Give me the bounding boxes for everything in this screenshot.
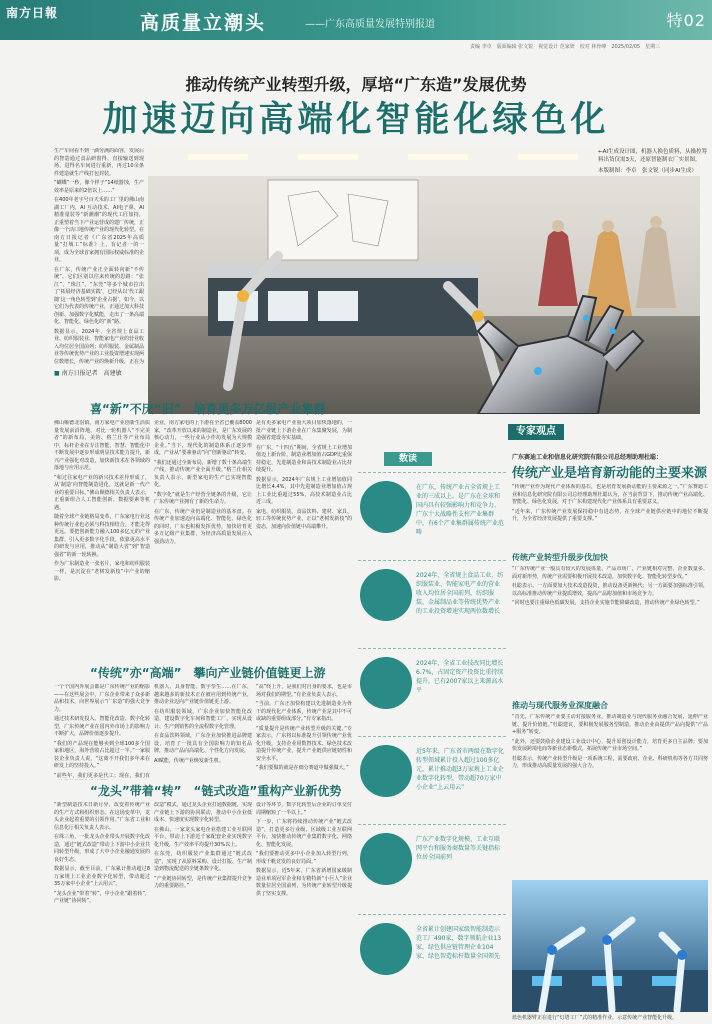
data-item-text: 广东产业数字化规模、工业互联网平台和服务商数量等关键指标位居全国前列	[416, 836, 501, 861]
body-paragraph: “我们要推动更多中小企业加入转型行列，形成千帆竞发的良好局面。”	[256, 851, 352, 865]
factory-robot-illustration	[148, 146, 700, 414]
expert-title: 传统产业是培育新动能的主要来源	[512, 466, 708, 481]
section-column	[54, 420, 150, 660]
section-subhead: 喜“新”不厌“旧” 培育更多万亿级产业集群	[90, 402, 326, 416]
body-paragraph: 在广东，“十四五”期间，全省规上工业增加值迈上新台阶，制造业增加值占GDP比重保持稳定，先进制造业和高技术制造业占比持续提升。	[256, 444, 352, 473]
body-paragraph: “龙头企业”带着“转”，中小企业“跟着转”，产业链“协同转”。	[54, 890, 150, 904]
yuan-coin-icon	[360, 745, 412, 797]
body-paragraph: “传统产业作为现代产业体系的基石，也是培育发展新动能的主要来源之一。”广东赛迪工业和信息化研究院有限公司总经理助理杜聪认为，在当前背景下，推动传统产业高端化、智能化、绿色化发展，对于广东构建现代化产业体系具有重要意义。	[512, 484, 708, 505]
hero-credit: 本版制图：李卓 张文锐（同步AI生成）	[598, 168, 697, 174]
robot-arms-photo	[512, 880, 708, 1012]
data-item-text: 2024年，全省工业技改同比增长6.7%，占固定资产投资比重持续提升，已有2007家以上来源高水平	[416, 660, 504, 694]
body-paragraph: “当前，广东正加快构建以先进制造业为骨干的现代化产业体系，传统产业是其中不可或缺的重要组成部分。”有专家指出。	[256, 701, 352, 722]
hero-caption	[598, 148, 708, 175]
intro-paragraph: “蝴蝶”一秒，像个样子“14纸器蚀，生产效率是原来的2倍以上……”	[54, 180, 144, 194]
data-item	[358, 914, 506, 1012]
section-column	[256, 684, 352, 780]
data-item-text: 在广东，传统产业占全省规上工业的三成以上。是广东在全球和国内具有较强影响力和竞争力，广东十大战略性支柱产业集群中，有6个产业集群属传统产业范畴	[416, 484, 504, 536]
body-paragraph: 在佛山，一家龙头家电企业搭建工业互联网平台，带动上下游近千家配套企业实现数字化升级，生产效率平均提升30%以上。	[154, 826, 252, 848]
intro-column	[54, 148, 144, 364]
body-paragraph: “此外，还要鼓励企业建设工业设计中心，提升原创设计能力，培育更多自主品牌；要加快发展跨境电商等新业态新模式，拓展传统产业市场空间。”	[512, 738, 708, 752]
data-item	[358, 472, 506, 554]
factory-chart-icon	[360, 657, 412, 709]
body-paragraph: 杜聪表示，一方面要加大技术改造投资，推动设备更新换代；另一方面要加强标准引领，以高标准推动传统产业提质增效，提高产品附加值和市场竞争力。	[512, 583, 708, 597]
body-paragraph: 数据显示，截至目前，广东累计推动超过8万家规上工业企业数字化转型，带动超过35万家中小企业“上云用云”。	[54, 866, 150, 887]
body-paragraph: “新型制造技术日新月异，改变着传统产业的生产方式和组织形态。在这场变革中，龙头企业起着重要的引领作用。”广东省工业和信息化厅相关负责人表示。	[54, 802, 150, 831]
city-buildings-icon	[360, 481, 412, 533]
data-panel-tag: 数读	[384, 452, 432, 466]
body-paragraph: 在食品饮料领域，广东企业加快推进品牌建设，培育了一批具有全国影响力的知名品牌，推动产品向高端化、个性化方向发展。	[154, 733, 252, 754]
hero-caption-text: ←AI生成设计图，机器人换色质料，从操控筹料出货仅需3天，还原智能制衣厂实景图。	[598, 149, 707, 163]
data-item	[358, 648, 506, 730]
expert-column	[512, 566, 708, 696]
body-paragraph: “我们的产品现在能够卖到全球100多个国家和地区，海外营收占比超过一半。”一家服装企业负责人说，“这离不开我们多年来在研发上的坚持投入。”	[54, 740, 150, 769]
expert-column	[512, 714, 708, 874]
body-paragraph: 改造”模式，通过龙头企业打通数据链，实现产业链上下游的协同联动，推动中小企业低成本、快速度实现数字化转型。	[154, 802, 252, 823]
body-paragraph: 在珠三角，一批龙头企业带头开展数字化改造，通过“链式改造”带动上下游中小企业共同转型升级，形成了大中小企业融通发展的良好生态。	[54, 834, 150, 863]
body-paragraph: 在纺织服装领域，广东企业加快智能化改造，建设数字化车间和智能工厂，实现从设计、生产到销售的全流程数字化管理。	[154, 708, 252, 730]
section-subtitle: ——广东高质量发展特别报道	[305, 19, 435, 30]
section-subhead: “传统”亦“高端” 攀向产业链价值链更上游	[90, 666, 326, 680]
expert-tag: 专家观点	[508, 424, 564, 440]
expert-subhead: 推动与现代服务业深度融合	[512, 701, 608, 710]
body-paragraph: 随着全球产业链格局变革，广东家电行业这种传统行业也必须与科技相结合，才能走得更远。要把创新能力融入100多亿元的产业集群，引入更多数字化手段。依靠更高水平的研发与应用，推动从“制造大省”到“智造强省”的新一轮转换。	[54, 514, 150, 558]
gear-factory-icon	[360, 923, 412, 975]
body-paragraph: AI赋能，传统产业焕发新生机。	[154, 757, 224, 764]
mannequin-dresses	[538, 216, 676, 316]
section-column	[154, 684, 252, 780]
body-paragraph: “高”终上升，是我们对自身的要求，也是市场对我们的期望。”有企业负责人表示。	[256, 684, 352, 698]
section-column	[256, 420, 352, 660]
section-column	[256, 802, 352, 1018]
body-paragraph: 企业，南方家电的上下游在全省已覆盖8000家，“改革开放以来的制造业，是广东发展的核心动力，一些行业从小作坊发展为大规模企业。”当下，现代化的制造体系正逐步形成，产业从“要素驱动”向“创新驱动”转变。	[154, 420, 252, 456]
body-paragraph: 机器人、具身智能、数字孪生……在广东，越来越多的新技术正在被应用到传统产业，推动企业迈向产业链价值链更上游。	[154, 684, 252, 705]
section-title: 高质量立潮头	[140, 12, 267, 34]
body-paragraph: “我们要做的就是在细分赛道中做强做大。”	[256, 765, 349, 771]
body-paragraph: 杜聪表示，传统产业转型升级是一项系统工程，需要政府、企业、科研机构等各方共同努力，形成推动高质量发展的强大合力。	[512, 755, 708, 769]
section-column	[154, 802, 252, 1018]
bottom-caption: 蓝色机器臂正在进行“灯塔工厂”式的精准作业，示意传统产业智能化升级。	[512, 1015, 678, 1021]
body-paragraph: “质量提升是传统产业转型升级的关键。”专家表示，广东将以标准提升引领传统产业优化升级，支持企业用数智技术、绿色技术改造提升传统产业，提升产业链供应链韧性和安全水平。	[256, 725, 352, 762]
body-paragraph: “首先，广东传统产业要主动对接服务业，推动制造业与现代服务业融合发展，延伸产业链、提升价值链。”杜聪建议，要积极发展服务型制造，推动企业由提供产品向提供“产品+服务”转变。	[512, 714, 708, 735]
body-paragraph: 家电、纺织服装、食品饮料、建材、家具、轻工等传统优势产业，正以“老树发新枝”的姿态，加速向价值链中高端攀升。	[256, 508, 352, 530]
body-paragraph: 作为广东制造业一张名片，家电和纺织服装一样，是沉淀在“老树发新枝”中产业的缩影。	[54, 561, 150, 582]
body-paragraph: “数字化”就是生产经营全链条的升级，它让广东传统产业拥有了新的生命力。	[154, 491, 252, 505]
section-column	[54, 684, 150, 780]
data-item	[358, 824, 506, 912]
shirt-icon	[360, 569, 412, 621]
section-column	[154, 420, 252, 660]
section-column	[54, 802, 150, 1018]
data-item-text: 全省累计创建国家级智能制造示范工厂490家，数字领航企业13家，绿色供应链管理企业104家、绿色智造标杆数量全国领先	[416, 926, 502, 960]
intro-byline: ■ 南方日报记者 高建敏	[54, 368, 122, 377]
section-subhead: “龙头”带着“转” “链式改造”重构产业新优势	[90, 784, 342, 798]
intro-paragraph: 数据显示，2024年，全省规上食品工业、纺织服装业、智能家电产业的营业收入均位居全国前列；纺织服装、金属制品业等传统优势产业的工业投资增速实现两位数增长，传统产业的焕新升级，正在为	[54, 328, 144, 364]
headline-kicker: 推动传统产业转型升级，厚培“广东造”发展优势	[185, 75, 527, 94]
data-item	[358, 736, 506, 818]
intro-paragraph: 生产车间看不到一滴劳满的面容，发展后的智造通过食品研窗得，直接输送到现场，进得名车间进行重新，再过10余条件建造就生产线打包封装。	[54, 148, 144, 177]
body-paragraph: “近年来，广东传统产业发展保持稳中有进态势，在全球产业链供应链中的地位不断提升，为全省经济发展提供了重要支撑。”	[512, 508, 708, 522]
intro-paragraph: 在广东，传统产业正全面转向新“不传统”。它们区别以往来传统的思路：“张江”、“珠江”、“东莞”等多个城市拉出了‘拓展经济基础实践’，已经从以‘代工跟随’这一角色转型到‘企业占据’，如今，以它们为代表的传统产业，正通过加大科技创新、加强数字化赋能，走出了一条高端化、智能化、绿色化的“新”路。	[54, 266, 144, 325]
body-paragraph: 数据显示，2024年广东规上工业增加值同比增长4.4%，其中先进制造业增加值占规上工业比重超过55%，高技术制造业占比近三成。	[256, 476, 352, 505]
body-paragraph: 设计等环节，数字化转型后企业的订单交付周期缩短了一半以上。”	[256, 802, 352, 816]
expert-column	[512, 484, 708, 544]
editor-credits: 责编 李卓 版面编辑 张文锐 视觉设计 范家妍 校对 林骨峰 2025/02/05 星期三	[470, 44, 661, 50]
body-paragraph: 在东莞，纺织服装产业集群通过“链式改造”，实现了从原料采购、设计打版、生产制造到物流配送的全链条数字化。	[154, 851, 252, 872]
page-number: 特02	[666, 11, 706, 30]
body-paragraph: 佛山顺德北滘镇，南方家电产业创新生活质量发展前沿阵地。对比一轮机器人“不完美者”的新布局，美的、格兰仕等产业布局中，标杆企业在专注智能、智慧、智能化中不断发展中逐步形成明显技术能力提升，新兴产业强化对改造，加快新技术在各领域的落地与应用示范。	[54, 420, 150, 471]
main-headline: 加速迈向高端化智能化绿色化	[102, 99, 610, 140]
data-item-text: 2024年，全省规上食品工业、纺织服装业、智能家电产业的营业收入均位居全国前列，纺织服装、金属制品业等传统优势产业的工业投资增速实现两位数增长	[416, 572, 504, 615]
body-paragraph: “我们还通过全新布局，新增了数十条高端生产线，推动传统产业全面升级。”格兰仕相关负责人表示，新型家电的生产已实现智能化。	[154, 459, 252, 488]
body-paragraph: 数据显示，近5年来，广东省新增国家级制造业单项冠军企业和专精特新“小巨人”企业数量位居全国前列，为传统产业转型升级提供了坚实支撑。	[256, 868, 352, 897]
network-icon	[360, 833, 412, 885]
body-paragraph: 下一步，广东将持续推动传统产业“链式改造”，打造更多行业级、区域级工业互联网平台，加快推动传统产业集群数字化、网络化、智能化发展。	[256, 819, 352, 848]
body-paragraph: 一个个国内外展会都是广东传统产业的缩影——在这些展会中，广东企业带来了众多新品和技术，向世界展示“广东造”的强大竞争力。	[54, 684, 150, 713]
intro-paragraph: 在400年老字号百天禾的工厂里的佛山南湖工厂内，AI 互动技术、AI电子鼻、AI精准量装等“新潮潮”的现代工匠加持，正重塑着当下产业运营成的建厂传统，正像一个活口地传统产业的现代化转型。在南方日报记者《广东省2025年高质量“打城工”标准》上，有记者一的一项，成为全球首家拥有国际权威标准的企业。	[54, 197, 144, 263]
body-paragraph: “和过往家电产业的新兴技术差异形成了，从‘制造’向智能制造进化，这就是新一代产业的重要目标。”佛山顺德相关负责人表示，正重新组合人工智能创新、数据要素等机遇。	[54, 474, 150, 511]
body-paragraph: 通过技术研发投入、智能化改造、数字化转型，广东传统产业在国内外市场上的影响力不断扩大，品牌价值逐步提升。	[54, 716, 150, 737]
expert-subhead: 传统产业转型升级步伐加快	[512, 553, 608, 562]
robot-arms-illustration	[512, 880, 708, 1012]
body-paragraph: “前些年，我们更多是代工；现在，我们有	[54, 772, 150, 779]
data-item-text: 近5年来，广东省市两级在数字化转型领域累计投入超过100多亿元，累计推动超3万家规上工业企业数字化转型，带动超70万家中小企业“上云用云”	[416, 748, 504, 791]
data-item	[358, 560, 506, 642]
body-paragraph: “同时也要注重绿色低碳发展，支持企业实施节能降碳改造，推动传统产业绿色转型。”	[512, 600, 700, 606]
body-paragraph: 在广东，传统产业仍是制造业的基本盘。在传统产业加速迈向高端化、智能化、绿色化的同时，广东也积极发挥优势，加快培育更多万亿级产业集群，为经济高质量发展注入强劲动力。	[154, 508, 252, 545]
body-paragraph: “产业链协同转型，是传统产业集群提升竞争力的重要路径。”	[154, 875, 252, 889]
expert-intro: 广东赛迪工业和信息化研究院有限公司总经理助理杜聪：	[512, 454, 663, 461]
body-paragraph: 是有更多家电产业重大项目加快落地的，一批产业链上下游企业在广东集聚发展，为制造强省建设夯实基础。	[256, 420, 352, 441]
newspaper-logo: 南方日報	[6, 6, 59, 20]
hero-illustration	[148, 146, 700, 414]
body-paragraph: “广东传统产业一般具有较大的发展体量、产品市场广，产业链相对完整，企业数量多。面对新形势，传统产业需要积极开展技术改造，加快数字化、智能化转型步伐。”	[512, 566, 708, 580]
